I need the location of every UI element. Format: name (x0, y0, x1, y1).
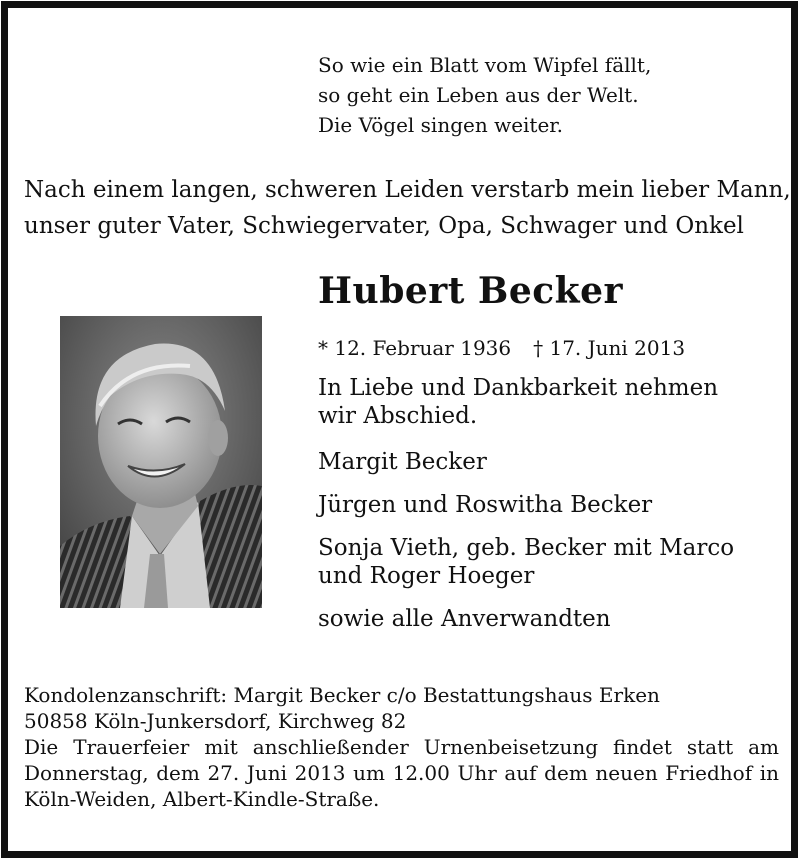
poem-line-1: So wie ein Blatt vom Wipfel fällt, (318, 53, 652, 77)
ceremony-line-2: Donnerstag, dem 27. Juni 2013 um 12.00 Uhr auf dem neuen Friedhof in (24, 761, 779, 785)
poem-line-3: Die Vögel singen weiter. (318, 113, 564, 137)
deceased-name: Hubert Becker (318, 270, 623, 312)
poem-line-2: so geht ein Leben aus der Welt. (318, 83, 639, 107)
mourner-2-line: Jürgen und Roswitha Becker (318, 492, 653, 518)
postal-address: 50858 Köln-Junkersdorf, Kirchweg 82 (24, 709, 407, 733)
farewell-line-1: In Liebe und Dankbarkeit nehmen (318, 375, 719, 401)
death-date: † 17. Juni 2013 (533, 336, 686, 360)
mourner-3 (318, 534, 734, 590)
mourner-4 (318, 605, 734, 633)
announcement-line-1: Nach einem langen, schweren Leiden verstarb mein lieber Mann, (24, 177, 791, 203)
portrait-illustration (60, 316, 262, 608)
farewell-text (318, 374, 718, 430)
mourner-3-line-2: und Roger Hoeger (318, 563, 535, 589)
ceremony-line-1: Die Trauerfeier mit anschließender Urnenbeisetzung findet statt am (24, 735, 779, 759)
mourner-1 (318, 448, 734, 476)
funeral-details (24, 682, 779, 812)
mourner-2 (318, 491, 734, 519)
condolence-address: Kondolenzanschrift: Margit Becker c/o Bestattungshaus Erken (24, 683, 660, 707)
portrait-photo (60, 316, 262, 608)
birth-date: * 12. Februar 1936 (318, 336, 512, 360)
mourner-1-line: Margit Becker (318, 449, 487, 475)
life-dates (318, 336, 685, 360)
death-announcement (24, 172, 791, 244)
farewell-line-2: wir Abschied. (318, 403, 478, 429)
poem (318, 50, 651, 140)
mourner-4-line: sowie alle Anverwandten (318, 606, 611, 632)
ceremony-line-3: Köln-Weiden, Albert-Kindle-Straße. (24, 787, 380, 811)
mourners-list (318, 448, 734, 648)
announcement-line-2: unser guter Vater, Schwiegervater, Opa, Schwager und Onkel (24, 213, 744, 239)
mourner-3-line-1: Sonja Vieth, geb. Becker mit Marco (318, 535, 735, 561)
